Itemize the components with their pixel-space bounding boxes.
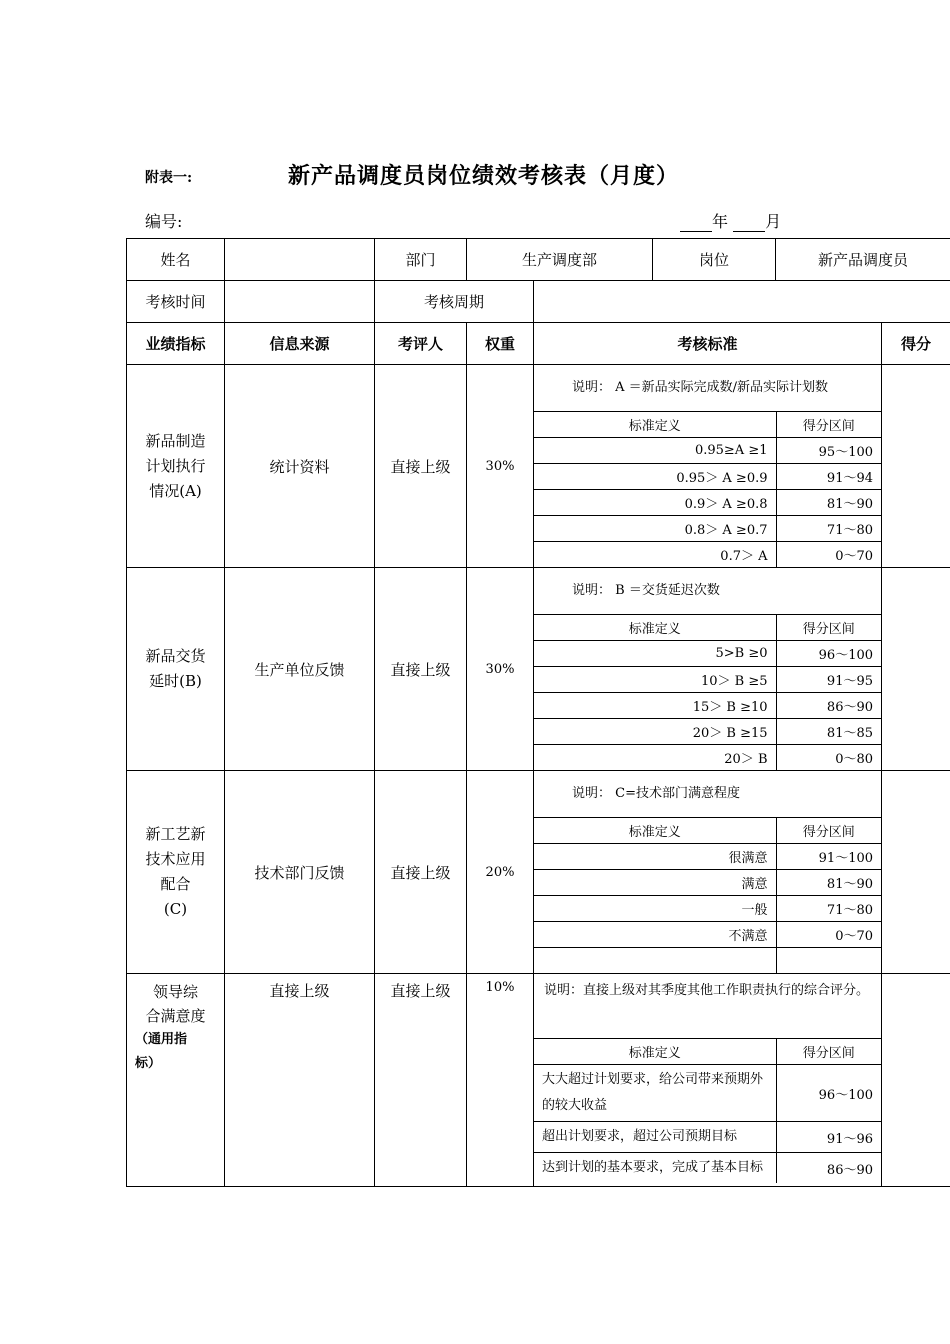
- std-def: 一般: [534, 896, 776, 922]
- annex-label: 附表一:: [145, 170, 193, 186]
- indicator-cell: [127, 771, 225, 974]
- indicator-line: 领导综: [152, 983, 198, 1001]
- std-def: 20＞ B: [534, 745, 776, 771]
- std-range: 0～80: [776, 745, 881, 771]
- indicator-line: 情况(A): [149, 481, 202, 500]
- indicator-line: 新工艺新: [145, 825, 206, 843]
- std-def: 超出计划要求，超过公司预期目标: [534, 1122, 776, 1153]
- standard-cell: [534, 771, 882, 974]
- std-range: 91～94: [776, 464, 881, 490]
- std-range: 0～70: [776, 922, 881, 948]
- col-standard: 考核标准: [534, 323, 882, 365]
- std-range: 86～90: [776, 1153, 881, 1184]
- indicator-line: 配合: [160, 875, 191, 893]
- std-def: 0.95≥A ≥1: [534, 438, 776, 464]
- standard-description: 说明： C=技术部门满意程度: [572, 786, 740, 801]
- std-def: 0.95＞ A ≥0.9: [534, 464, 776, 490]
- std-range: 0～70: [776, 542, 881, 568]
- indicator-line: 新品制造: [145, 431, 206, 450]
- score-cell[interactable]: [882, 568, 950, 771]
- table-row: [127, 974, 950, 1187]
- std-def: 15＞ B ≥10: [534, 693, 776, 719]
- indicator-note: 标）: [135, 1056, 162, 1071]
- score-cell[interactable]: [882, 771, 950, 974]
- page-title: 新产品调度员岗位绩效考核表（月度）: [288, 163, 680, 189]
- reviewer-cell: 直接上级: [375, 365, 467, 568]
- indicator-cell: [127, 974, 225, 1187]
- date-fields: [680, 209, 781, 232]
- year-label: 年: [712, 212, 729, 231]
- source-cell: 直接上级: [225, 974, 375, 1187]
- std-range-header: 得分区间: [776, 615, 881, 641]
- weight-cell: 30%: [467, 568, 534, 771]
- indicator-line: 技术应用: [145, 850, 206, 868]
- time-value[interactable]: [225, 281, 375, 323]
- standard-cell: [534, 974, 882, 1187]
- source-cell: 统计资料: [225, 365, 375, 568]
- std-def: 10＞ B ≥5: [534, 667, 776, 693]
- std-def: 0.8＞ A ≥0.7: [534, 516, 776, 542]
- std-def: 0.7＞ A: [534, 542, 776, 568]
- col-source: 信息来源: [225, 323, 375, 365]
- std-def: 满意: [534, 870, 776, 896]
- indicator-line: 合满意度: [145, 1007, 206, 1025]
- std-range: 95～100: [776, 438, 881, 464]
- indicator-note: （通用指: [135, 1032, 188, 1047]
- weight-cell: 10%: [467, 974, 534, 1187]
- source-cell: 生产单位反馈: [225, 568, 375, 771]
- std-def: 5>B ≥0: [534, 641, 776, 667]
- weight-cell: 30%: [467, 365, 534, 568]
- std-def: 0.9＞ A ≥0.8: [534, 490, 776, 516]
- indicator-line: 新品交货: [145, 647, 206, 665]
- std-range: 86～90: [776, 693, 881, 719]
- std-range-header: 得分区间: [776, 412, 881, 438]
- reviewer-cell: 直接上级: [375, 974, 467, 1187]
- standard-table: [534, 1038, 881, 1183]
- table-row: [127, 365, 950, 568]
- reviewer-cell: 直接上级: [375, 568, 467, 771]
- col-score: 得分: [882, 323, 950, 365]
- name-value[interactable]: [225, 239, 375, 281]
- post-value: 新产品调度员: [776, 239, 950, 281]
- std-range-header: 得分区间: [776, 818, 881, 844]
- col-indicator: 业绩指标: [127, 323, 225, 365]
- table-row: [127, 771, 950, 974]
- std-def-header: 标准定义: [534, 818, 776, 844]
- month-label: 月: [765, 212, 782, 231]
- serial-number-label: 编号:: [145, 212, 183, 231]
- dept-label: 部门: [375, 239, 467, 281]
- score-cell[interactable]: [882, 365, 950, 568]
- standard-table: [534, 411, 881, 567]
- std-def-header: 标准定义: [534, 1039, 776, 1065]
- indicator-line: (C): [163, 900, 188, 918]
- standard-cell: [534, 365, 882, 568]
- name-label: 姓名: [127, 239, 225, 281]
- indicator-cell: [127, 365, 225, 568]
- dept-value: 生产调度部: [467, 239, 653, 281]
- std-range: 91～95: [776, 667, 881, 693]
- standard-description: 说明： B ＝交货延迟次数: [572, 583, 720, 598]
- reviewer-cell: 直接上级: [375, 771, 467, 974]
- assessment-table: [126, 238, 950, 1187]
- period-value[interactable]: [534, 281, 950, 323]
- std-def: 达到计划的基本要求，完成了基本目标: [534, 1153, 776, 1184]
- std-def: 20＞ B ≥15: [534, 719, 776, 745]
- col-reviewer: 考评人: [375, 323, 467, 365]
- std-range: 81～90: [776, 490, 881, 516]
- std-def: 大大超过计划要求，给公司带来预期外的较大收益: [534, 1065, 776, 1122]
- std-def-header: 标准定义: [534, 615, 776, 641]
- standard-table: [534, 614, 881, 770]
- std-range: 96～100: [776, 641, 881, 667]
- col-weight: 权重: [467, 323, 534, 365]
- standard-table: [534, 817, 881, 973]
- period-label: 考核周期: [375, 281, 534, 323]
- standard-cell: [534, 568, 882, 771]
- std-range: 81～90: [776, 870, 881, 896]
- std-def-header: 标准定义: [534, 412, 776, 438]
- std-range: 71～80: [776, 516, 881, 542]
- std-range: 81～85: [776, 719, 881, 745]
- indicator-cell: [127, 568, 225, 771]
- standard-description: 说明： A ＝新品实际完成数/新品实际计划数: [572, 380, 829, 395]
- year-blank[interactable]: [680, 214, 712, 232]
- standard-description: 说明：直接上级对其季度其他工作职责执行的综合评分。: [544, 983, 870, 998]
- std-def: 很满意: [534, 844, 776, 870]
- std-range: 91～96: [776, 1122, 881, 1153]
- std-def: 不满意: [534, 922, 776, 948]
- indicator-line: 延时(B): [149, 672, 202, 690]
- table-row: [127, 568, 950, 771]
- std-range: 91～100: [776, 844, 881, 870]
- post-label: 岗位: [653, 239, 776, 281]
- std-range-header: 得分区间: [776, 1039, 881, 1065]
- std-range: [776, 948, 881, 974]
- score-cell[interactable]: [882, 974, 950, 1187]
- indicator-line: 计划执行: [145, 456, 206, 475]
- std-range: 71～80: [776, 896, 881, 922]
- source-cell: 技术部门反馈: [225, 771, 375, 974]
- time-label: 考核时间: [127, 281, 225, 323]
- month-blank[interactable]: [733, 214, 765, 232]
- weight-cell: 20%: [467, 771, 534, 974]
- std-range: 96～100: [776, 1065, 881, 1122]
- std-def: [534, 948, 776, 974]
